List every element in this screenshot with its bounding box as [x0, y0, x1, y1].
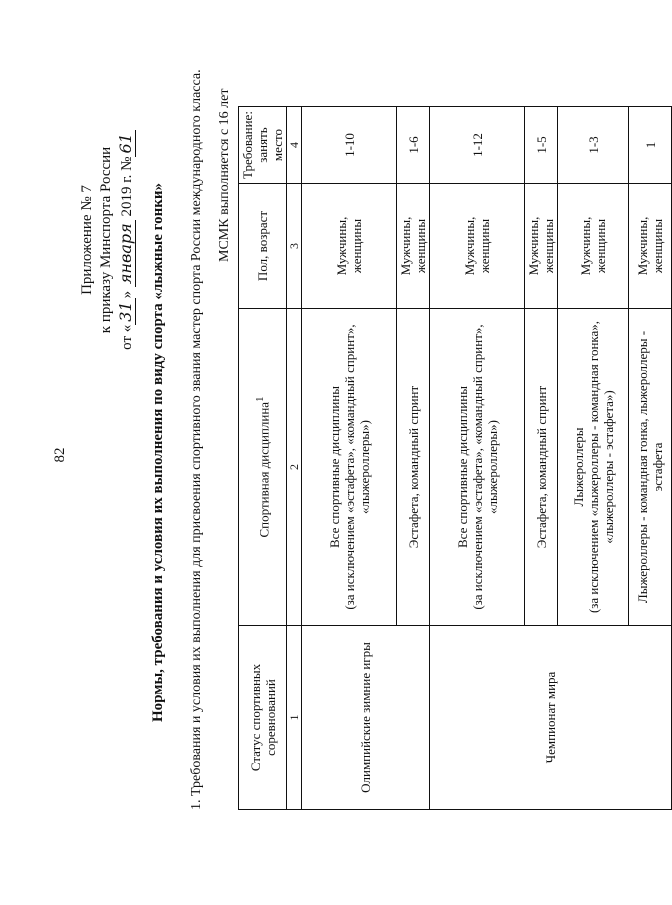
place-cell: 1-10 — [302, 107, 397, 184]
place-cell: 1-3 — [558, 107, 629, 184]
appendix-date-line — [116, 115, 137, 365]
discipline-cell: Лыжероллеры - командная гонка, лыжероллеры - эстафета — [629, 309, 672, 626]
handwritten-number: 61 — [116, 130, 136, 156]
sex-age-cell: Мужчины, женщины — [397, 184, 430, 309]
section-heading: 1. Требования и условия их выполнения для присвоения спортивного звания мастер спорта России международного класса. — [189, 69, 204, 810]
appendix-block — [78, 115, 137, 365]
appendix-line2: к приказу Минспорта России — [98, 146, 114, 334]
appendix-line1: Приложение № 7 — [79, 185, 95, 295]
place-cell: 1-6 — [397, 107, 430, 184]
header-row — [239, 107, 287, 810]
status-cell: Чемпионат мира — [430, 626, 672, 810]
column-number-row — [287, 107, 302, 810]
msmk-note: МСМК выполняется с 16 лет — [217, 88, 232, 262]
discipline-cell: Лыжероллеры (за исключением «лыжероллеры - командная гонка», «лыжероллеры - эстафета») — [558, 309, 629, 626]
place-cell: 1 — [629, 107, 672, 184]
date-mid: » — [119, 290, 135, 299]
table-row — [430, 107, 525, 810]
sex-age-cell: Мужчины, женщины — [430, 184, 525, 309]
discipline-cell: Эстафета, командный спринт — [525, 309, 558, 626]
handwritten-month: января — [116, 220, 136, 287]
sex-age-cell: Мужчины, женщины — [629, 184, 672, 309]
place-cell: 1-5 — [525, 107, 558, 184]
handwritten-day: 31 — [116, 298, 136, 324]
requirements-table — [238, 106, 672, 810]
page-number: 82 — [52, 447, 68, 463]
col-number: 3 — [287, 184, 302, 309]
document-title: Нормы, требования и условия их выполнения по виду спорта «лыжные гонки» — [150, 182, 166, 723]
date-prefix: от « — [119, 324, 135, 350]
header-sex-age: Пол, возраст — [239, 184, 287, 309]
header-status: Статус спортивных соревнований — [239, 626, 287, 810]
year-text: 2019 г. № — [119, 156, 135, 217]
col-number: 4 — [287, 107, 302, 184]
col-number: 2 — [287, 309, 302, 626]
footnote-mark: 1 — [254, 396, 267, 402]
header-discipline: Спортивная дисциплина$^1$ — [239, 309, 287, 626]
discipline-cell: Эстафета, командный спринт — [397, 309, 430, 626]
table-row — [302, 107, 397, 810]
header-place: Требование: занять место — [239, 107, 287, 184]
discipline-cell: Все спортивные дисциплины (за исключением «эстафета», «командный спринт», «лыжероллеры») — [430, 309, 525, 626]
sex-age-cell: Мужчины, женщины — [525, 184, 558, 309]
place-cell: 1-12 — [430, 107, 525, 184]
col-number: 1 — [287, 626, 302, 810]
sex-age-cell: Мужчины, женщины — [558, 184, 629, 309]
discipline-cell: Все спортивные дисциплины (за исключением «эстафета», «командный спринт», «лыжероллеры») — [302, 309, 397, 626]
status-cell: Олимпийские зимние игры — [302, 626, 430, 810]
sex-age-cell: Мужчины, женщины — [302, 184, 397, 309]
